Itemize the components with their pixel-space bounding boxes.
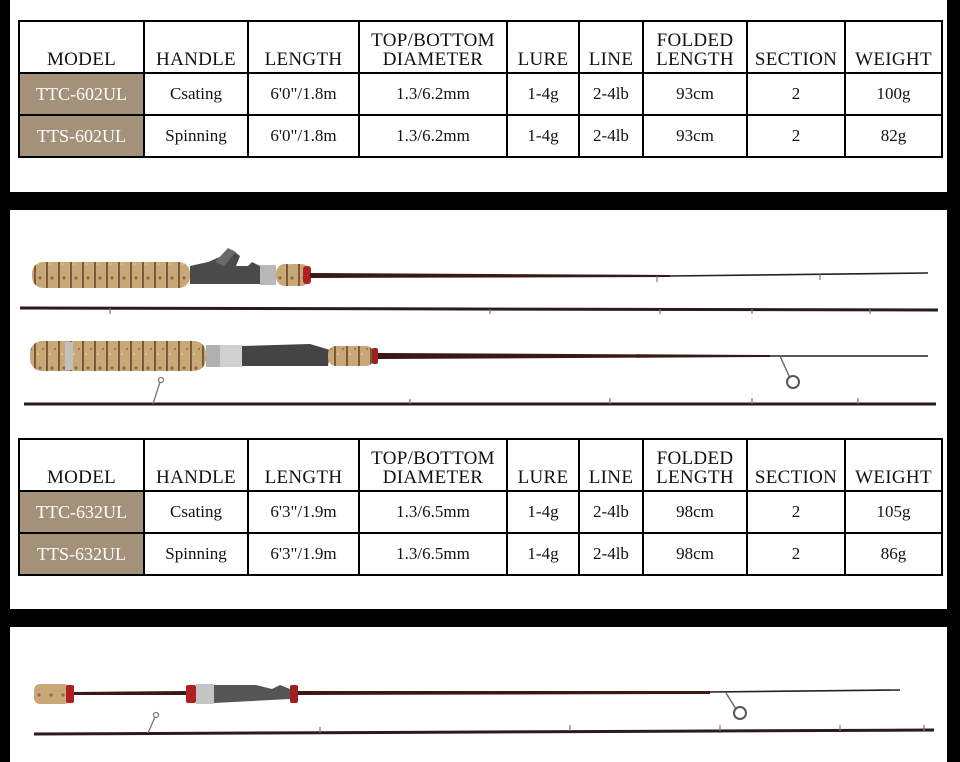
header-model: MODEL [19, 21, 144, 73]
weight-cell: 82g [845, 115, 942, 157]
weight-cell: 105g [845, 491, 942, 533]
length-cell: 6'0"/1.8m [248, 115, 359, 157]
spec-panel-602 [10, 0, 947, 192]
model-cell: TTS-602UL [19, 115, 144, 157]
casting-rod-icon [32, 248, 928, 288]
header-weight: WEIGHT [845, 21, 942, 73]
handle-cell: Csating [144, 73, 248, 115]
header-lure: LURE [507, 439, 579, 491]
rod-images-bottom [10, 627, 947, 762]
lure-cell: 1-4g [507, 73, 579, 115]
header-line: LINE [579, 439, 643, 491]
table-header-row [19, 21, 942, 73]
header-diameter [359, 439, 507, 491]
model-cell: TTC-632UL [19, 491, 144, 533]
header-weight: WEIGHT [845, 439, 942, 491]
header-folded-text: FOLDED LENGTH [656, 30, 734, 70]
folded-length-cell: 93cm [643, 73, 747, 115]
table-row [19, 73, 942, 115]
header-folded-text: FOLDED LENGTH [656, 448, 734, 488]
length-cell: 6'3"/1.9m [248, 533, 359, 575]
spinning-rod-icon [30, 341, 928, 388]
handle-cell: Spinning [144, 115, 248, 157]
diameter-cell: 1.3/6.5mm [359, 533, 507, 575]
line-cell: 2-4lb [579, 491, 643, 533]
lure-cell: 1-4g [507, 115, 579, 157]
header-handle: HANDLE [144, 439, 248, 491]
table-row [19, 533, 942, 575]
folded-length-cell: 93cm [643, 115, 747, 157]
header-lure: LURE [507, 21, 579, 73]
header-line: LINE [579, 21, 643, 73]
line-cell: 2-4lb [579, 73, 643, 115]
diameter-cell: 1.3/6.2mm [359, 115, 507, 157]
header-handle: HANDLE [144, 21, 248, 73]
header-diameter [359, 21, 507, 73]
spec-table-632 [18, 438, 943, 576]
spinning-rod-icon-bottom [34, 684, 900, 719]
rod-panel-bottom [10, 627, 947, 762]
lure-cell: 1-4g [507, 491, 579, 533]
diameter-cell: 1.3/6.5mm [359, 491, 507, 533]
header-model: MODEL [19, 439, 144, 491]
lure-cell: 1-4g [507, 533, 579, 575]
header-section: SECTION [747, 439, 845, 491]
section-cell: 2 [747, 491, 845, 533]
length-cell: 6'3"/1.9m [248, 491, 359, 533]
section-cell: 2 [747, 115, 845, 157]
folded-length-cell: 98cm [643, 533, 747, 575]
model-cell: TTS-632UL [19, 533, 144, 575]
header-folded-length [643, 439, 747, 491]
header-length: LENGTH [248, 439, 359, 491]
rod-tip-section-icon [20, 308, 938, 314]
diameter-cell: 1.3/6.2mm [359, 73, 507, 115]
spec-table-602 [18, 20, 943, 158]
line-cell: 2-4lb [579, 533, 643, 575]
header-diameter-text: TOP/BOTTOM DIAMETER [371, 448, 495, 488]
handle-cell: Csating [144, 491, 248, 533]
weight-cell: 86g [845, 533, 942, 575]
rod-images [10, 210, 947, 430]
weight-cell: 100g [845, 73, 942, 115]
model-cell: TTC-602UL [19, 73, 144, 115]
table-row [19, 115, 942, 157]
header-length: LENGTH [248, 21, 359, 73]
section-cell: 2 [747, 73, 845, 115]
line-cell: 2-4lb [579, 115, 643, 157]
header-diameter-text: TOP/BOTTOM DIAMETER [371, 30, 495, 70]
handle-cell: Spinning [144, 533, 248, 575]
length-cell: 6'0"/1.8m [248, 73, 359, 115]
header-folded-length [643, 21, 747, 73]
header-section: SECTION [747, 21, 845, 73]
folded-length-cell: 98cm [643, 491, 747, 533]
table-header-row [19, 439, 942, 491]
table-row [19, 491, 942, 533]
rod-tip-section-icon-bottom [34, 713, 934, 735]
section-cell: 2 [747, 533, 845, 575]
